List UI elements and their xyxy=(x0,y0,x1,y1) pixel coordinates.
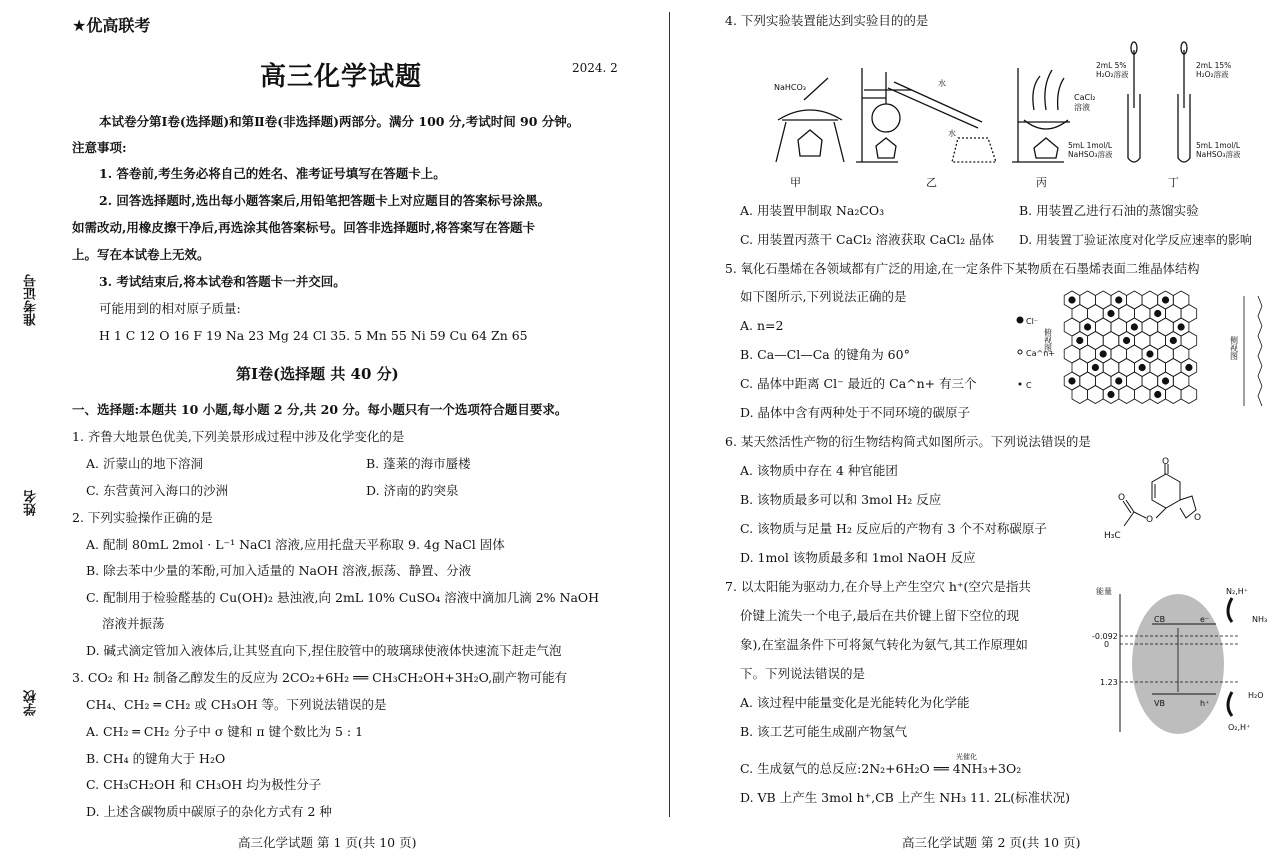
label-ding: 丁 xyxy=(1168,176,1179,189)
q4-apparatus-figure xyxy=(768,38,1258,190)
label-h2o2-right-2: H₂O₂溶液 xyxy=(1196,70,1229,79)
chloride-ion xyxy=(1084,324,1090,330)
label-bing: 丙 xyxy=(1036,176,1047,189)
alcohol-lamp xyxy=(798,130,822,156)
label-h2o2-left-1: 2mL 5% xyxy=(1096,61,1127,70)
chloride-ion xyxy=(1116,297,1122,303)
side-label-school: 学校 xyxy=(24,690,39,716)
q7-option-d: D. VB 上产生 3mol h⁺,CB 上产生 NH₃ 11. 2L(标准状况) xyxy=(740,790,1070,805)
chloride-ion xyxy=(1100,351,1106,357)
q5-option-d: D. 晶体中含有两种处于不同环境的碳原子 xyxy=(740,405,971,420)
value-neg-0092: -0.092 xyxy=(1092,632,1118,641)
lattice-hexagon xyxy=(1181,386,1197,404)
q1-option-d: D. 济南的趵突泉 xyxy=(366,483,459,498)
chloride-ion xyxy=(1162,378,1168,384)
label-electron: e⁻ xyxy=(1200,615,1210,624)
q3-stem-cont: CH₄、CH₂ ═ CH₂ 或 CH₃OH 等。下列说法错误的是 xyxy=(86,697,387,712)
label-nahso3-right-1: 5mL 1mol/L xyxy=(1196,141,1241,150)
q7-option-c: C. 生成氨气的总反应:2N₂+6H₂O ══ 4NH₃+3O₂ xyxy=(740,761,1022,776)
footer-right: 高三化学试题 第 2 页(共 10 页) xyxy=(902,835,1081,850)
side-view-chain xyxy=(1258,296,1262,406)
label-front-view: 俯视图 xyxy=(1043,328,1053,352)
q6-option-c: C. 该物质与足量 H₂ 反应后的产物有 3 个不对称碳原子 xyxy=(740,521,1047,536)
atom-o-ring: O xyxy=(1194,513,1202,523)
intro-text: 本试卷分第Ⅰ卷(选择题)和第Ⅱ卷(非选择题)两部分。满分 100 分,考试时间 90 分钟。 xyxy=(99,114,580,129)
notice-2b: 如需改动,用橡皮擦干净后,再选涂其他答案标号。回答非选择题时,将答案写在答题卡 xyxy=(72,220,536,235)
q4-option-c: C. 用装置丙蒸干 CaCl₂ 溶液获取 CaCl₂ 晶体 xyxy=(740,232,995,247)
chloride-ion xyxy=(1077,337,1083,343)
lattice-hexagon xyxy=(1088,386,1104,404)
chloride-ion xyxy=(1092,364,1098,370)
q3-option-d: D. 上述含碳物质中碳原子的杂化方式有 2 种 xyxy=(86,804,332,819)
label-nahso3-left-1: 5mL 1mol/L xyxy=(1068,141,1113,150)
lattice-hexagon xyxy=(1166,386,1182,404)
q6-option-b: B. 该物质最多可以和 3mol H₂ 反应 xyxy=(740,492,942,507)
chloride-ion xyxy=(1116,378,1122,384)
value-zero: 0 xyxy=(1104,640,1110,649)
q5-option-c: C. 晶体中距离 Cl⁻ 最近的 Ca^n+ 有三个 xyxy=(740,376,977,391)
q7-energy-figure xyxy=(1092,582,1274,736)
exam-date: 2024. 2 xyxy=(572,61,618,75)
q7-stem-4: 下。下列说法错误的是 xyxy=(740,666,866,681)
chloride-ion xyxy=(1170,337,1176,343)
page-title: 高三化学试题 xyxy=(260,62,423,92)
q7-option-a: A. 该过程中能量变化是光能转化为化学能 xyxy=(740,695,970,710)
q4-stem: 4. 下列实验装置能达到实验目的的是 xyxy=(725,13,929,28)
q6-structure-figure xyxy=(1100,456,1210,546)
chloride-ion xyxy=(1069,378,1075,384)
q4-option-a: A. 用装置甲制取 Na₂CO₃ xyxy=(740,203,885,218)
label-h2o2-left-2: H₂O₂溶液 xyxy=(1096,70,1129,79)
q7-stem-3: 象),在室温条件下可将氮气转化为氨气,其工作原理如 xyxy=(740,637,1028,652)
atomic-masses: H 1 C 12 O 16 F 19 Na 23 Mg 24 Cl 35. 5 Mn 55 Ni 59 Cu 64 Zn 65 xyxy=(99,328,528,343)
atom-o-ester: O xyxy=(1146,515,1154,525)
label-side-view: 侧视图 xyxy=(1229,336,1239,360)
chloride-ion xyxy=(1139,364,1145,370)
notice-3: 3. 考试结束后,将本试卷和答题卡一并交回。 xyxy=(99,274,346,289)
q1-stem: 1. 齐鲁大地景色优美,下列美景形成过程中涉及化学变化的是 xyxy=(72,429,405,444)
label-water-in: 水 xyxy=(938,79,946,88)
legend-c: C xyxy=(1026,381,1032,390)
q4-option-d: D. 用装置丁验证浓度对化学反应速率的影响 xyxy=(1019,233,1252,247)
chloride-ion xyxy=(1069,297,1075,303)
q1-option-b: B. 蓬莱的海市蜃楼 xyxy=(366,456,471,471)
side-label-exam-id: 准考证号 xyxy=(24,274,39,326)
chloride-ion xyxy=(1123,337,1129,343)
brand-label: ★优高联考 xyxy=(72,16,151,35)
q1-option-a: A. 沂蒙山的地下溶洞 xyxy=(86,456,203,471)
lattice-hexagon xyxy=(1134,386,1150,404)
label-yi: 乙 xyxy=(926,176,937,189)
label-h2o: H₂O xyxy=(1248,691,1264,700)
q3-option-b: B. CH₄ 的键角大于 H₂O xyxy=(86,751,226,766)
section-title: 第Ⅰ卷(选择题 共 40 分) xyxy=(236,365,399,383)
page-divider xyxy=(669,12,670,817)
group-h3c: H₃C xyxy=(1104,531,1121,541)
notice-2a: 2. 回答选择题时,选出每小题答案后,用铅笔把答题卡上对应题目的答案标号涂黑。 xyxy=(99,193,551,208)
q6-option-d: D. 1mol 该物质最多和 1mol NaOH 反应 xyxy=(740,550,976,565)
atom-o-carbonyl: O xyxy=(1118,493,1126,503)
q2-option-a: A. 配制 80mL 2mol · L⁻¹ NaCl 溶液,应用托盘天平称取 9. 4g NaCl 固体 xyxy=(86,537,505,552)
q7-condition: 光催化 xyxy=(956,753,977,761)
legend-cl: Cl⁻ xyxy=(1026,317,1039,326)
label-cb: CB xyxy=(1154,615,1166,624)
q7-option-b: B. 该工艺可能生成副产物氢气 xyxy=(740,724,908,739)
q6-option-a: A. 该物质中存在 4 种官能团 xyxy=(740,463,898,478)
label-vb: VB xyxy=(1154,699,1165,708)
label-nh3: NH₃ xyxy=(1252,615,1268,624)
footer-left: 高三化学试题 第 1 页(共 10 页) xyxy=(238,835,417,850)
chloride-ion xyxy=(1155,391,1161,397)
arrow-h2o-icon xyxy=(1228,692,1232,716)
q2-option-b: B. 除去苯中少量的苯酚,可加入适量的 NaOH 溶液,振荡、静置、分液 xyxy=(86,563,472,578)
q5-option-a: A. n=2 xyxy=(740,318,784,333)
chloride-ion xyxy=(1178,324,1184,330)
label-cacl2-solution: 溶液 xyxy=(1074,103,1090,112)
crucible-dish xyxy=(778,110,842,120)
label-hole: h⁺ xyxy=(1200,699,1210,708)
q5-option-b: B. Ca—Cl—Ca 的键角为 60° xyxy=(740,347,910,362)
label-nahso3-left-2: NaHSO₃溶液 xyxy=(1068,150,1113,159)
chloride-ion xyxy=(1108,391,1114,397)
atomic-title: 可能用到的相对原子质量: xyxy=(99,301,241,316)
label-o2-h: O₂,H⁺ xyxy=(1228,723,1251,732)
legend-ca: Ca^n+ xyxy=(1026,349,1055,358)
label-nahso3-right-2: NaHSO₃溶液 xyxy=(1196,150,1241,159)
part-title: 一、选择题:本题共 10 小题,每小题 2 分,共 20 分。每小题只有一个选项符合题目要求。 xyxy=(72,402,568,417)
value-123: 1.23 xyxy=(1100,678,1118,687)
label-water-out: 水 xyxy=(948,129,956,138)
q5-stem-cont: 如下图所示,下列说法正确的是 xyxy=(740,289,907,304)
q3-option-a: A. CH₂ ═ CH₂ 分子中 σ 键和 π 键个数比为 5 : 1 xyxy=(86,724,364,739)
graphene-lattice xyxy=(1064,291,1197,404)
chloride-ion xyxy=(1162,297,1168,303)
receiving-flask xyxy=(952,138,996,162)
chloride-ion xyxy=(1108,310,1114,316)
q3-stem: 3. CO₂ 和 H₂ 制备乙醇发生的反应为 2CO₂+6H₂ ══ CH₃CH₂OH+3H₂O,副产物可能有 xyxy=(72,670,568,685)
cyclohexenone-ring xyxy=(1152,474,1180,508)
distillation-flask xyxy=(872,104,900,132)
lattice-hexagon xyxy=(1072,386,1088,404)
arrow-n2-icon xyxy=(1228,598,1232,622)
notice-1: 1. 答卷前,考生务必将自己的姓名、准考证号填写在答题卡上。 xyxy=(99,166,446,181)
side-label-name: 姓名 xyxy=(24,490,39,516)
q3-option-c: C. CH₃CH₂OH 和 CH₃OH 均为极性分子 xyxy=(86,777,322,792)
q2-stem: 2. 下列实验操作正确的是 xyxy=(72,510,213,525)
chloride-ion xyxy=(1131,324,1137,330)
notice-2c: 上。写在本试卷上无效。 xyxy=(72,247,210,262)
q5-crystal-figure xyxy=(1012,290,1274,414)
q5-stem: 5. 氧化石墨烯在各领域都有广泛的用途,在一定条件下某物质在石墨烯表面二维晶体结构 xyxy=(725,262,1200,276)
atom-o-top: O xyxy=(1162,457,1170,467)
q2-option-c-cont: 溶液并振荡 xyxy=(102,616,165,631)
label-nahco3: NaHCO₃ xyxy=(774,83,806,92)
q7-stem-2: 价键上流失一个电子,最后在共价键上留下空位的现 xyxy=(740,608,1019,623)
label-jia: 甲 xyxy=(790,176,801,189)
q7-stem: 7. 以太阳能为驱动力,在介导上产生空穴 h⁺(空穴是指共 xyxy=(725,579,1031,594)
q2-option-d: D. 碱式滴定管加入液体后,让其竖直向下,捏住胶管中的玻璃球使液体快速流下赶走气泡 xyxy=(86,643,562,658)
q2-option-c: C. 配制用于检验醛基的 Cu(OH)₂ 悬浊液,向 2mL 10% CuSO₄ 溶液中滴加几滴 2% NaOH xyxy=(86,590,600,605)
label-cacl2: CaCl₂ xyxy=(1074,93,1096,102)
chloride-ion xyxy=(1186,364,1192,370)
chloride-ion xyxy=(1155,310,1161,316)
lattice-hexagon xyxy=(1119,386,1135,404)
q1-option-c: C. 东营黄河入海口的沙洲 xyxy=(86,483,229,498)
label-energy: 能量 xyxy=(1096,587,1112,596)
q6-stem: 6. 某天然活性产物的衍生物结构简式如图所示。下列说法错误的是 xyxy=(725,434,1091,449)
notice-title: 注意事项: xyxy=(72,140,127,155)
q4-option-b: B. 用装置乙进行石油的蒸馏实验 xyxy=(1019,203,1199,218)
chloride-ion xyxy=(1147,351,1153,357)
label-h2o2-right-1: 2mL 15% xyxy=(1196,61,1232,70)
label-n2-h: N₂,H⁺ xyxy=(1226,587,1248,596)
